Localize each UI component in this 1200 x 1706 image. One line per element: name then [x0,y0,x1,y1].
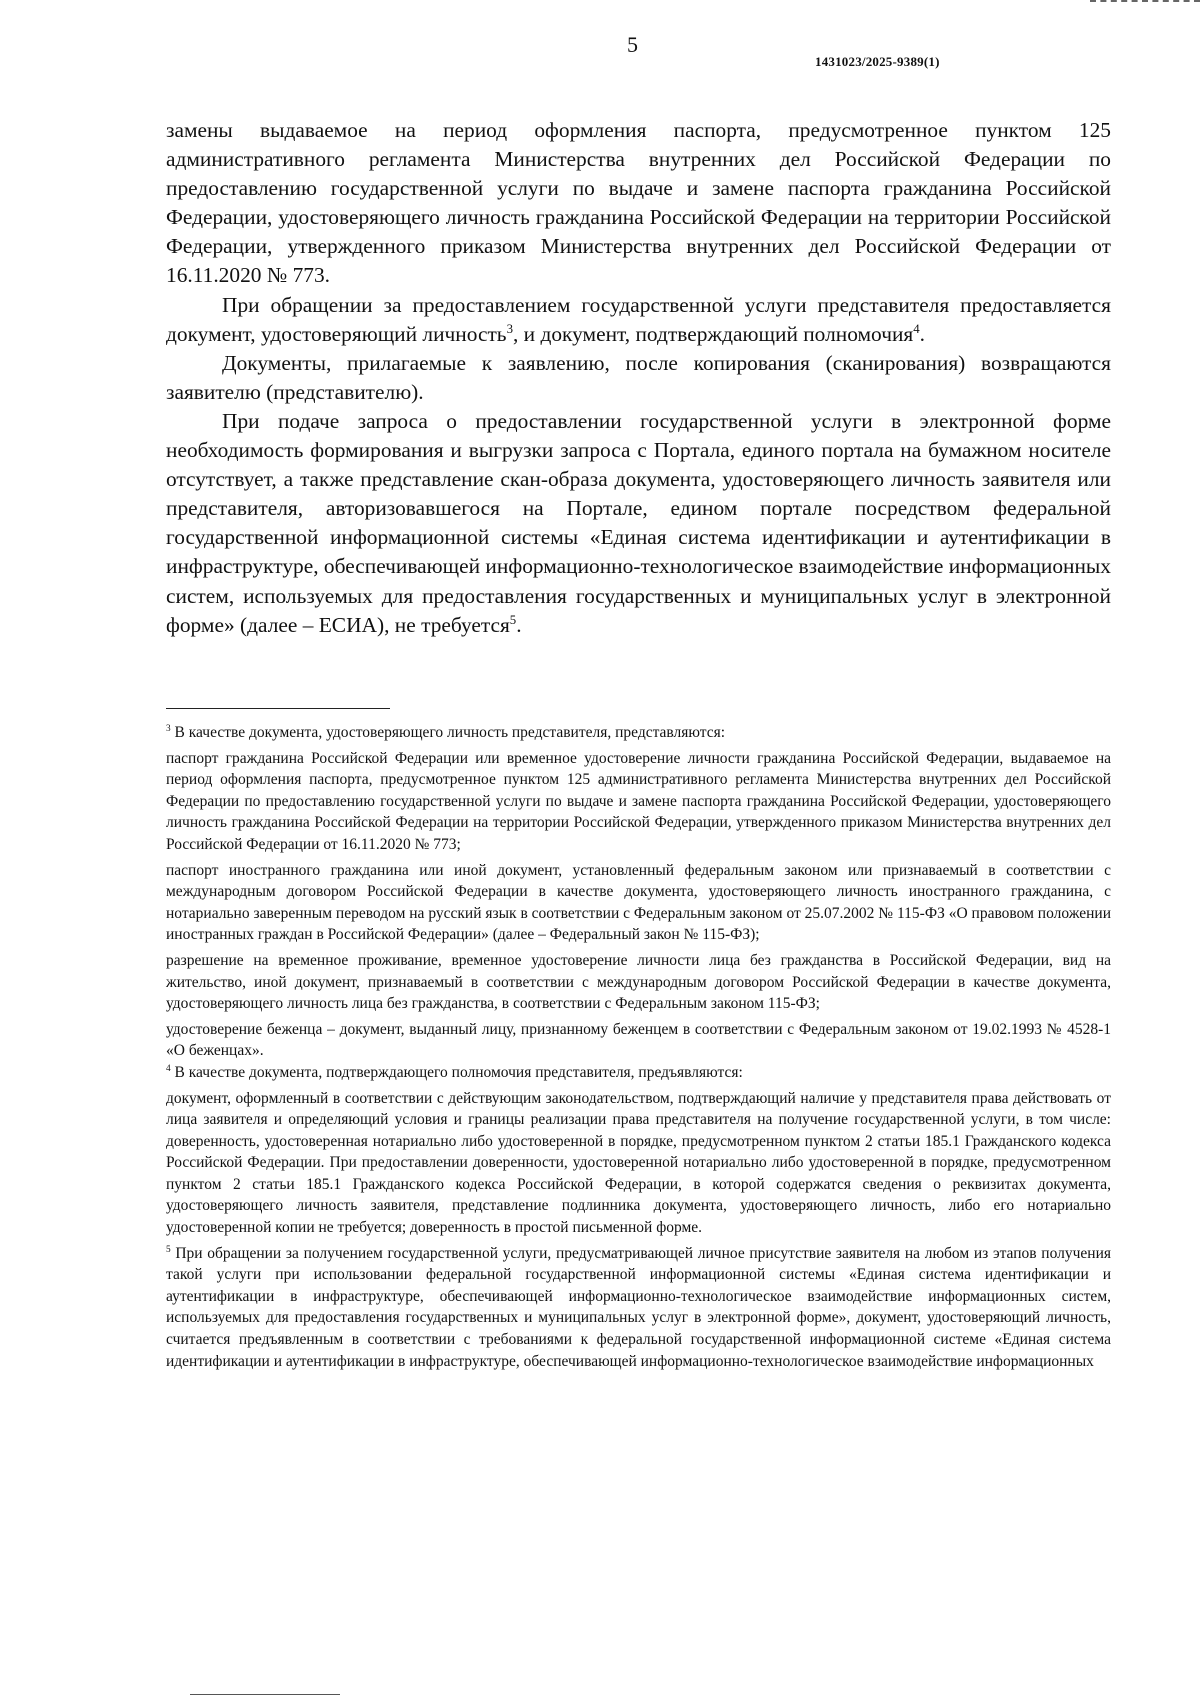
text-run: . [919,321,926,346]
footnote-ref-4: 4 [913,321,920,336]
footnote-3-item: удостоверение беженца – документ, выданный лицу, признанному беженцем в соответствии с Федеральным законом от 19.02.1993 № 4528-1 «О беженцах». [166,1020,1111,1060]
bottom-separator [190,1694,340,1695]
text-run: . [516,612,522,637]
paragraph-continuation: замены выдаваемое на период оформления паспорта, предусмотренное пунктом 125 административного регламента Министерства внутренних дел Российской Федерации по предоставлению государственной услуги по выдаче и замене паспорта гражданина Российской Федерации, удостоверяющего личность гражданина Российской Федерации на территории Российской Федерации, утвержденного приказом Министерства внутренних дел Российской Федерации от 16.11.2020 № 773. [166,118,1111,288]
footnote-separator [166,708,390,709]
text-run: При обращении за получением государственной услуги, предусматривающей личное присутствие заявителя на любом из этапов получения такой услуги при использовании федеральной государственной информационной системы «Единая система идентификации и аутентификации в инфраструктуре, обеспечивающей информационно-технологическое взаимодействие информационных систем, используемых для предоставления государственных и муниципальных услуг в электронной форме», документ, удостоверяющий личность, считается предъявленным в соответствии с требованиями к федеральной государственной информационной системе «Единая система идентификации и аутентификации в инфраструктуре, обеспечивающей информационно-технологическое взаимодействие информационных [166,1244,1111,1370]
footnote-3-item: паспорт иностранного гражданина или иной документ, установленный федеральным законом или признаваемый в соответствии с международным договором Российской Федерации в качестве документа, удостоверяющего личность иностранного гражданина, с нотариально заверенным переводом на русский язык в соответствии с Федеральным законом от 25.07.2002 № 115-ФЗ «О правовом положении иностранных граждан в Российской Федерации» (далее – Федеральный закон № 115-ФЗ); [166,861,1111,944]
footnote-3-intro [166,722,1111,744]
scan-edge-mark [1090,0,1200,2]
footnote-4-intro [166,1062,1111,1084]
document-registration-code: 1431023/2025-9389(1) [815,54,940,69]
text-run: При обращении за предоставлением государственной услуги представителя предоставляется документ, удостоверяющий личность [166,292,1111,346]
footnote-3-item: разрешение на временное проживание, временное удостоверение личности лица без гражданства в Российской Федерации, вид на жительство, иной документ, признаваемый в соответствии с международным договором Российской Федерации в качестве документа, удостоверяющего личность лица без гражданства, в соответствии с Федеральным законом 115-ФЗ; [166,951,1111,1013]
main-text [166,116,1111,640]
footnote-mark: 5 [166,1244,171,1255]
footnote-3-item: паспорт гражданина Российской Федерации или временное удостоверение личности гражданина Российской Федерации, выдаваемое на период оформления паспорта, предусмотренное пунктом 125 административного регламента Министерства внутренних дел Российской Федерации по предоставлению государственной услуги по выдаче и замене паспорта гражданина Российской Федерации, удостоверяющего личность гражданина Российской Федерации на территории Российской Федерации, утвержденного приказом Министерства внутренних дел Российской Федерации от 16.11.2020 № 773; [166,749,1111,853]
text-run: В качестве документа, удостоверяющего личность представителя, представляются: [170,724,726,741]
paragraph-representative [166,291,1111,349]
footnote-mark: 3 [166,723,171,734]
footnote-4-item: документ, оформленный в соответствии с действующим законодательством, подтверждающий наличие у представителя права действовать от лица заявителя и определяющий условия и границы реализации права представителя на получение государственной услуги, в том числе: доверенность, удостоверенная нотариально либо удостоверенной в порядке, предусмотренном пунктом 2 статьи 185.1 Гражданского кодекса Российской Федерации. При предоставлении доверенности, удостоверенной нотариально либо удостоверенной в порядке, предусмотренном пунктом 2 статьи 185.1 Гражданского кодекса Российской Федерации, в которой содержатся сведения о реквизитах документа, удостоверяющего личность заявителя, представление подлинника документа, удостоверяющего личность, либо его нотариально удостоверенной копии не требуется; доверенность в простой письменной форме. [166,1089,1111,1237]
paragraph-electronic-request [166,407,1111,640]
text-run: , и документ, подтверждающий полномочия [512,321,914,346]
footnote-ref-5: 5 [509,612,517,627]
paragraph-documents-returned: Документы, прилагаемые к заявлению, после копирования (сканирования) возвращаются заявителю (представителю). [166,350,1111,404]
text-run: В качестве документа, подтверждающего полномочия представителя, предъявляются: [170,1063,743,1081]
footnote-5 [166,1243,1111,1373]
page-number: 5 [627,32,638,57]
text-run: При подаче запроса о предоставлении государственной услуги в электронной форме необходимость формирования и выгрузки запроса с Портала, единого портала на бумажном носителе отсутствует, а также представление скан-образа документа, удостоверяющего личность заявителя или представителя, авторизовавшегося на Портале, едином портале посредством федеральной государственной информационной системы «Единая система идентификации и аутентификации в инфраструктуре, обеспечивающей информационно-технологическое взаимодействие информационных систем, используемых для предоставления государственных и муниципальных услуг в электронной форме» (далее – ЕСИА), не требуется [166,408,1111,637]
footnotes [166,722,1111,1372]
footnote-mark: 4 [166,1063,171,1074]
footnote-ref-3: 3 [506,321,513,336]
